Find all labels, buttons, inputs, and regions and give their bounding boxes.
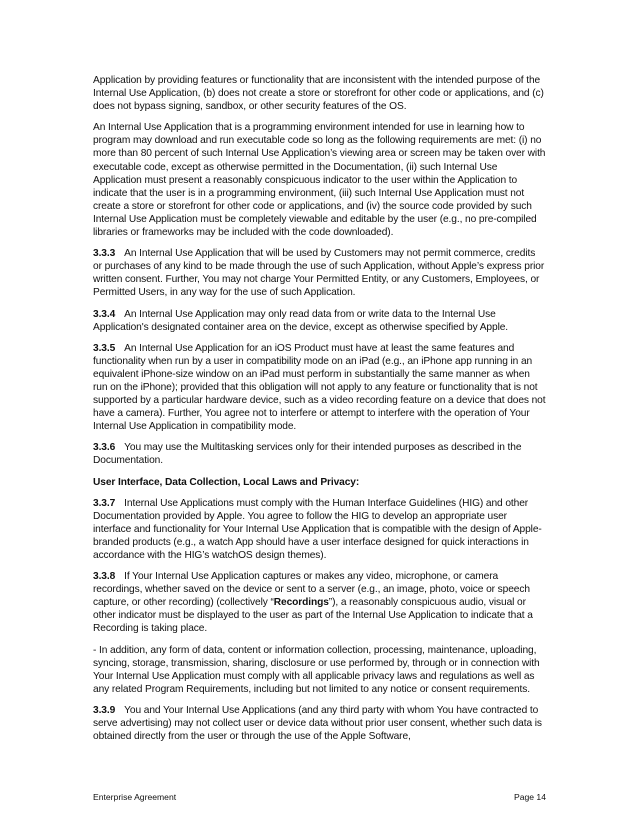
footer-document-title: Enterprise Agreement (93, 792, 177, 802)
section-text: Internal Use Applications must comply with the Human Interface Guidelines (HIG) and other Documentation provided by Apple. You agree to follow the HIG to develop an appropriate user interface and functionality for Your Internal Use Application that is compatible with the design of Apple-branded products (e.g., a watch App should have a user interface designed for quick interactions in accordance with the HIG’s watchOS design themes). (93, 497, 542, 561)
paragraph-programming-environment (93, 121, 546, 239)
page-footer (93, 792, 546, 802)
footer-page-number: Page 14 (513, 792, 546, 802)
paragraph-intro (93, 74, 546, 113)
section-3-3-3 (93, 247, 546, 299)
section-text: ”), a reasonably conspicuous audio, visual or other indicator must be displayed to the user as part of the Internal Use Application to indicate that a Recording is taking place. (93, 597, 533, 635)
section-3-3-6 (93, 441, 546, 467)
section-number: 3.3.7 (93, 497, 116, 509)
section-3-3-8 (93, 570, 546, 635)
paragraph-text: - In addition, any form of data, content or information collection, processing, maintenance, uploading, syncing, storage, transmission, sharing, disclosure or use performed by, through or in connection with Your Internal Use Application must comply with all applicable privacy laws and regulations as well as any related Program Requirements, including but not limited to any notice or consent requirements. (93, 644, 540, 695)
section-text: An Internal Use Application may only read data from or write data to the Internal Use Application's designated container area on the device, except as otherwise specified by Apple. (93, 308, 509, 333)
section-text: If Your Internal Use Application captures or makes any video, microphone, or camera recordings, whether saved on the device or sent to a server (e.g., an image, photo, voice or speech capture, or other recording) (collectively “ (93, 571, 530, 609)
section-heading-user-interface: User Interface, Data Collection, Local Laws and Privacy: (93, 476, 360, 488)
section-text: You may use the Multitasking services only for their intended purposes as described in the Documentation. (93, 442, 522, 467)
section-text: An Internal Use Application for an iOS Product must have at least the same features and functionality when run by a user in compatibility mode on an iPad (e.g., an iPhone app running in an equivalent iPhone-size window on an iPad must perform in substantially the same manner as when run on the iPhone); provided that this obligation will not apply to any feature or functionality that is not supported by a particular hardware device, such as a video recording feature on a device that does not have a camera). Further, You agree not to interfere or attempt to interfere with the operation of Your Internal Use Application in compatibility mode. (93, 342, 546, 433)
section-number: 3.3.6 (93, 442, 116, 454)
defined-term-recordings: Recordings (273, 597, 329, 609)
section-number: 3.3.8 (93, 571, 116, 583)
section-3-3-7 (93, 497, 546, 562)
section-3-3-5 (93, 342, 546, 434)
section-text: An Internal Use Application that will be used by Customers may not permit commerce, credits or purchases of any kind to be made through the use of such Application, without Apple’s express prior written consent. Further, You may not charge Your Permitted Entity, or any Customers, Employees, or Permitted Users, in any way for the use of such Application. (93, 248, 545, 299)
section-3-3-4 (93, 308, 546, 334)
section-number: 3.3.5 (93, 342, 116, 354)
section-number: 3.3.9 (93, 704, 116, 716)
paragraph-text: An Internal Use Application that is a programming environment intended for use in learning how to program may download and run executable code so long as the following requirements are met: (i) no more than 80 percent of such Internal Use Application’s viewing area or screen may be taken over with executable code, except as otherwise permitted in the Documentation, (ii) such Internal Use Application must present a reasonably conspicuous indicator to the user within the Application to indicate that the user is in a programming environment, (iii) such Internal Use Application must not create a store or storefront for other code or applications, and (iv) the source code provided by such Internal Use Application must be completely viewable and editable by the user (e.g., no pre-compiled libraries or frameworks may be included with the code downloaded). (93, 122, 546, 239)
paragraph-text: Application by providing features or functionality that are inconsistent with the intended purpose of the Internal Use Application, (b) does not create a store or storefront for other code or applications, and (c) does not bypass signing, sandbox, or other security features of the OS. (93, 75, 544, 113)
section-number: 3.3.3 (93, 248, 116, 260)
section-3-3-9 (93, 704, 546, 743)
document-body (93, 74, 546, 751)
paragraph-addition (93, 644, 546, 696)
section-number: 3.3.4 (93, 308, 116, 320)
section-text: You and Your Internal Use Applications (and any third party with whom You have contracted to serve advertising) may not collect user or device data without prior user consent, whether such data is obtained directly from the user or through the use of the Apple Software, (93, 704, 542, 743)
